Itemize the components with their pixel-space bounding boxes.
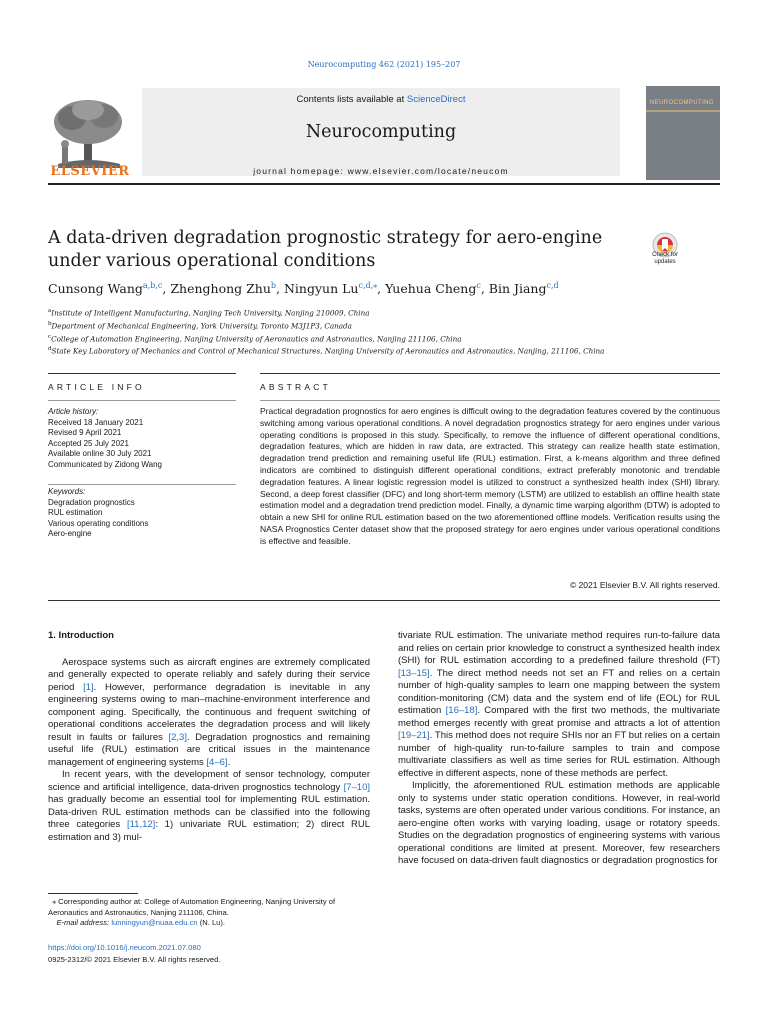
- author[interactable]: [489, 281, 559, 296]
- abstract-end-rule: [48, 600, 720, 601]
- doi-text[interactable]: https://doi.org/10.1016/j.neucom.2021.07.080: [48, 943, 201, 952]
- paragraph-text: Aerospace systems such as aircraft engines are extremely complicated and generally expected to operate reliably and safely during their service period: [48, 656, 370, 693]
- journal-name: Neurocomputing: [305, 122, 457, 142]
- abstract-rule: [260, 373, 720, 374]
- history-item: Accepted 25 July 2021: [48, 438, 129, 448]
- history-item: Revised 9 April 2021: [48, 428, 122, 437]
- paragraph-text: .: [227, 756, 231, 768]
- intro-paragraph-3: [398, 630, 720, 780]
- intro-paragraph-1: [48, 657, 370, 770]
- paragraph-text: . However, performance degradation is inevitable in any engineering systems owing to man–machine-environment interference and component aging. Specifically, the continuous and frequent switching of operational conditions accelerates the degradation process and will likely result in faults or failures: [48, 681, 370, 743]
- author[interactable]: [48, 281, 162, 296]
- doi-link[interactable]: [48, 943, 201, 952]
- affiliation-text: Department of Mechanical Engineering, York University, Toronto M3J1P3, Canada: [51, 321, 352, 331]
- body-column-right: [398, 630, 720, 868]
- author-affiliation-marks[interactable]: a,b,c: [142, 281, 163, 290]
- corresponding-author-footnote: [48, 897, 370, 929]
- journal-cover-thumbnail[interactable]: [646, 86, 720, 180]
- citation-link[interactable]: [1]: [83, 681, 94, 693]
- footnote-text: [48, 897, 370, 918]
- author[interactable]: [385, 281, 481, 296]
- citation-link[interactable]: [19–21]: [398, 730, 430, 741]
- journal-citation[interactable]: [0, 60, 768, 69]
- article-info-rule: [48, 373, 236, 374]
- author-name: Bin Jiang: [488, 281, 547, 297]
- author-affiliation-marks[interactable]: c: [476, 281, 481, 290]
- crossmark-label-line2: updates: [654, 259, 676, 265]
- author-list: Cunsong Wang$^{a,b,c}$, Zhenghong Zhu$^b$, Ningyun $Lu^{c,d,⁎}$, Yuehua Cheng$^c$, Bin Jiang$^{c,d}$: [48, 281, 559, 297]
- author-affiliation-marks[interactable]: b: [270, 281, 277, 290]
- affiliation-mark: d: [48, 346, 52, 353]
- citation-link[interactable]: [7–10]: [343, 781, 370, 793]
- affiliation-item: [48, 332, 720, 345]
- email-label: E-mail address:: [56, 918, 110, 927]
- paragraph-text: . Degradation prognostics and remaining useful life (RUL) estimation are critical issues in the maintenance management of engineering systems: [48, 731, 370, 768]
- crossmark-label: [642, 252, 688, 266]
- intro-paragraph-2: [48, 769, 370, 844]
- email-suffix: (N. Lu).: [199, 918, 226, 927]
- abstract-text: Practical degradation prognostics for aero engines is difficult owing to the degradation features covered by the continuous switching among various operational conditions. A novel degradation prognostics strategy for aero engines under various operating conditions is proposed in this study. Specifically, to remove the influence of different operational conditions, degradation features, which are hidden in raw data, are extracted. This strategy can realize health state estimation, degradation trend prediction and remaining useful life (RUL) estimation. First, a k-means algorithm and three defined indicators are combined to distinguish different operational conditions, extract preferably monotonic and trendable degradation features. A linear logistic regression model is utilized to construct a synthesized health index (SHI) library. Second, a deep forest classifier (DFC) and long short-term memory (LSTM) are utilized to establish an offline health state estimation model and a degradation trend prediction model. Finally, a dynamic time warping algorithm (DTW) is adopted to obtain a new SHI for online RUL estimation based on the two aforementioned offline models. Verification results using the NASA Prognostics Center dataset show that the proposed strategy for aero engines under various operational conditions is effective and feasible.: [260, 406, 721, 546]
- affiliation-mark: a: [48, 308, 52, 314]
- abstract-copyright: © 2021 Elsevier B.V. All rights reserved.: [569, 580, 720, 590]
- author-name: Yuehua Cheng: [385, 281, 477, 297]
- section-heading-introduction: 1. Introduction: [48, 630, 114, 641]
- author-name: Cunsong Wang: [48, 281, 143, 297]
- affiliation-mark: b: [48, 320, 52, 327]
- homepage-prefix: journal homepage:: [253, 166, 348, 176]
- paragraph-text: has gradually become an essential tool for implementing RUL estimation. Data-driven RUL estimation methods can be classified into the following three categories: [48, 794, 370, 830]
- author-email-link[interactable]: lunningyun@nuaa.edu.cn: [111, 918, 198, 927]
- keywords-block: [48, 487, 236, 540]
- affiliation-text: Institute of Intelligent Manufacturing, Nanjing Tech University, Nanjing 210009, China: [51, 308, 370, 318]
- abstract-heading: ABSTRACT: [260, 382, 331, 392]
- footnote-rule: [48, 893, 138, 894]
- footnote-body: Corresponding author at: College of Automation Engineering, Nanjing University of Aeronautics and Astronautics, Nanjing 211106, China.: [48, 897, 336, 917]
- affiliation-text: State Key Laboratory of Mechanics and Control of Mechanical Structures, Nanjing University of Aeronautics and Astronautics, Nanjing, 211106, China: [51, 346, 605, 356]
- author-affiliation-marks[interactable]: c,d: [546, 281, 559, 290]
- citation-link[interactable]: [2,3]: [168, 731, 187, 743]
- paragraph-text: : 1) univariate RUL estimation; 2) direct RUL estimation and 3) mul-: [48, 819, 370, 843]
- paragraph-text: Implicitly, the aforementioned RUL estimation methods are applicable only to systems under static operation conditions. However, in real-world tasks, systems are often operated under various conditions. For instance, an aero-engine often works with varying loading, usage or rotatory speeds. Studies on the degradation prognostics of engineering systems with various operational conditions are limited at present. Moreover, few researchers have focused on data-driven fault diagnostics or degradation prognostics for: [398, 780, 720, 866]
- author-name: Zhenghong Zhu: [170, 281, 271, 297]
- citation-link[interactable]: [16–18]: [445, 705, 478, 716]
- article-history-label: Article history:: [48, 407, 99, 416]
- cover-title: NEUROCOMPUTING: [650, 100, 714, 106]
- paragraph-text: . The direct method needs not set an FT and relies on a certain number of high-quality samples to learn one mapping between the system condition-monitoring (CM) data and the system end of life (EOL) for RUL estimation: [398, 667, 720, 716]
- cover-stripe: [646, 110, 720, 112]
- article-history: [48, 407, 236, 470]
- citation-link[interactable]: [13–15]: [398, 667, 430, 679]
- keyword-item: Various operating conditions: [48, 518, 149, 528]
- header-rule: [48, 183, 720, 185]
- abstract-subrule: [260, 400, 720, 401]
- contents-prefix: Contents lists available at: [296, 94, 407, 105]
- citation-link[interactable]: [4–6]: [206, 756, 228, 768]
- article-info-subrule: [48, 400, 236, 401]
- paragraph-text: tivariate RUL estimation. The univariate method requires run-to-failure data and relies on certain prior knowledge to construct a synthesized health index (SHI) for RUL estimation according to a predefined failure threshold (FT): [398, 630, 720, 666]
- journal-title-box: [142, 88, 620, 176]
- author-affiliation-marks[interactable]: c,d,⁎: [358, 281, 378, 290]
- sciencedirect-link[interactable]: ScienceDirect: [406, 94, 466, 105]
- article-history-list: [48, 418, 236, 471]
- author-name: Ningyun Lu: [283, 281, 359, 297]
- author[interactable]: [284, 281, 377, 296]
- history-item: Available online 30 July 2021: [48, 449, 152, 458]
- citation-text[interactable]: Neurocomputing 462 (2021) 195–207: [307, 60, 461, 69]
- article-info-heading: ARTICLE INFO: [48, 382, 145, 392]
- affiliation-item: [48, 319, 720, 332]
- homepage-url[interactable]: www.elsevier.com/locate/neucom: [347, 166, 509, 176]
- footnote-mark: ⁎: [52, 897, 57, 906]
- contents-available-line: [142, 94, 620, 105]
- intro-paragraph-4: [398, 780, 720, 868]
- keyword-item: Degradation prognostics: [48, 497, 135, 507]
- keyword-item: RUL estimation: [48, 508, 103, 517]
- history-item: Received 18 January 2021: [48, 417, 144, 427]
- affiliation-list: [48, 306, 720, 357]
- affiliation-item: [48, 306, 720, 319]
- keywords-rule: [48, 484, 236, 485]
- paragraph-text: . This method does not require SHIs nor an FT but relies on a certain number of high-quality run-to-failure samples to train and compose multivariate classifiers as well as time series for RUL estimation. Although effective in different aspects, none of these methods are perfect.: [398, 730, 720, 779]
- crossmark-label-line1: Check for: [652, 252, 678, 258]
- issn-line: 0925-2312/© 2021 Elsevier B.V. All rights reserved.: [48, 955, 221, 964]
- elsevier-wordmark: ELSEVIER: [50, 164, 130, 179]
- affiliation-mark: c: [48, 333, 52, 340]
- journal-header: [48, 84, 720, 180]
- paragraph-text: . Compared with the first two methods, the multivariate method emerges recently with great promise and attracts a lot of attention: [398, 705, 721, 729]
- keyword-item: Aero-engine: [48, 529, 92, 538]
- keywords-label: Keywords:: [48, 487, 86, 496]
- affiliation-item: [48, 344, 720, 357]
- journal-homepage: [142, 166, 620, 176]
- article-title: A data-driven degradation prognostic strategy for aero-engine under various operational conditions: [48, 228, 603, 271]
- affiliation-text: College of Automation Engineering, Nanjing University of Aeronautics and Astronautics, Nanjing 211106, China: [51, 333, 462, 343]
- keyword-list: [48, 498, 236, 540]
- footnote-email-line: [48, 918, 370, 929]
- paragraph-text: In recent years, with the development of sensor technology, computer science and artificial intelligence, data-driven prognostics technology: [48, 769, 370, 793]
- history-item: Communicated by Zidong Wang: [48, 459, 162, 469]
- body-column-left: [48, 630, 370, 844]
- author[interactable]: [170, 281, 276, 296]
- citation-link[interactable]: [11,12]: [126, 819, 156, 830]
